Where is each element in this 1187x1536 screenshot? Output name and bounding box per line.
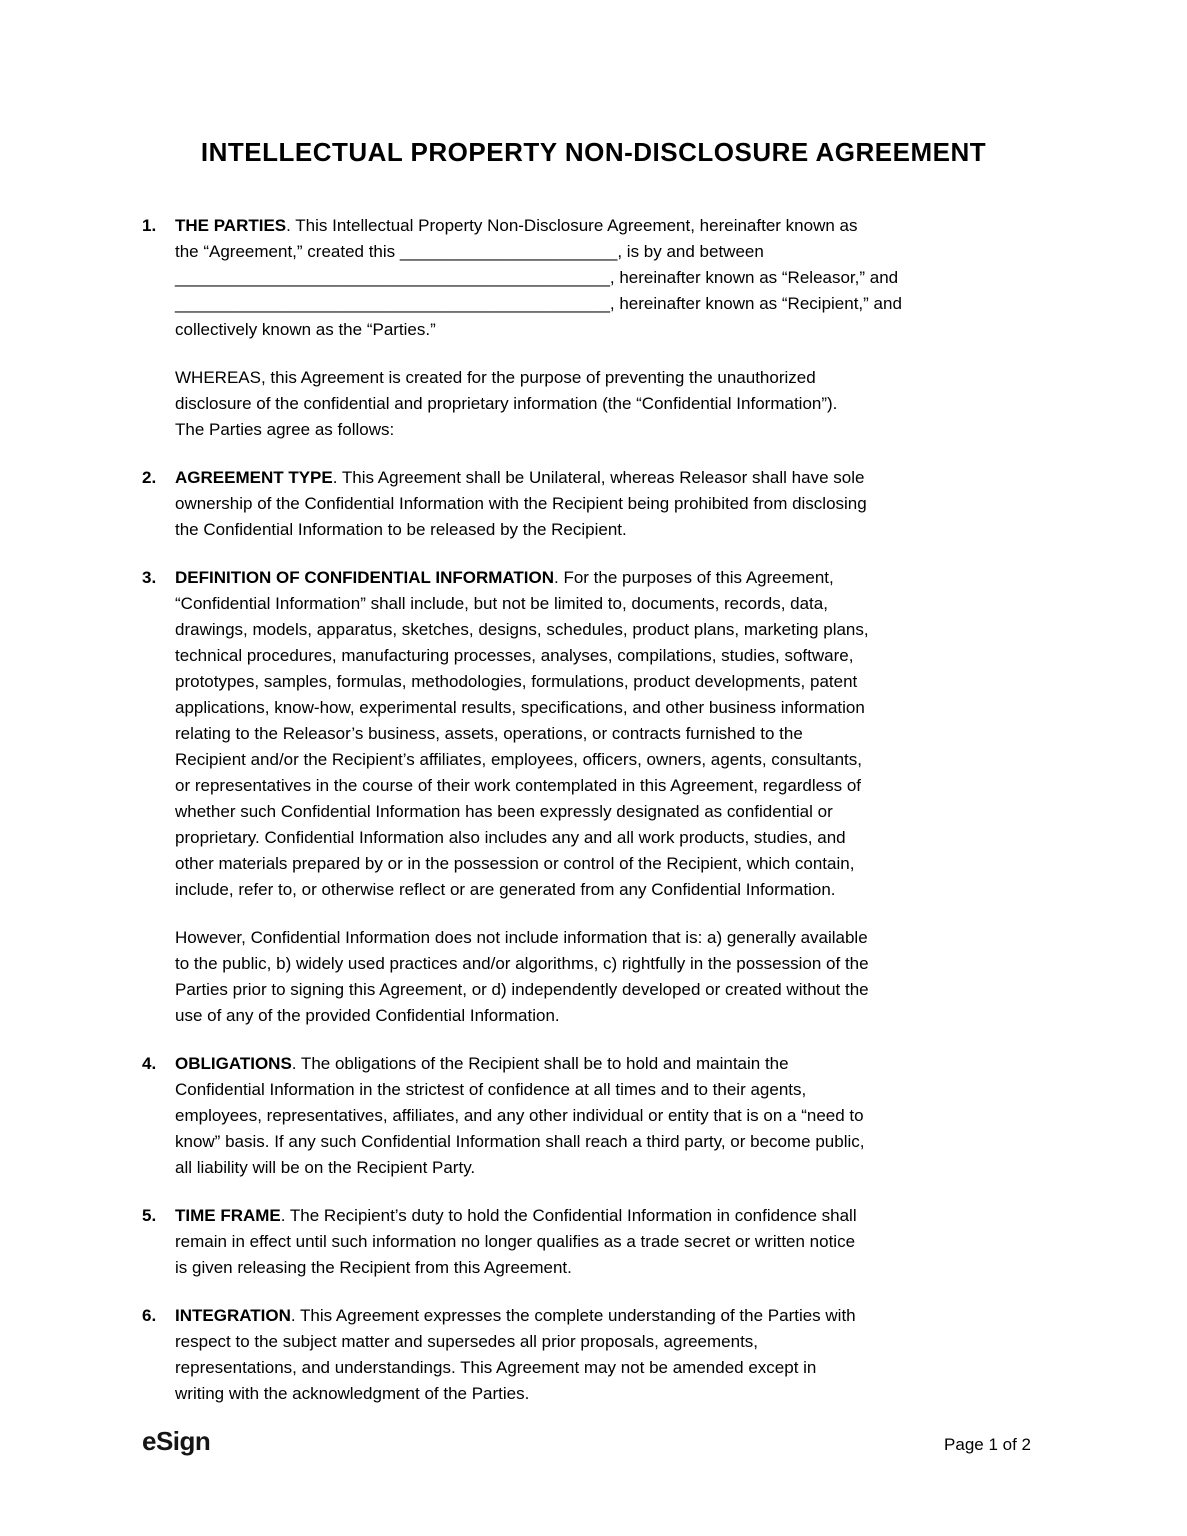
section-heading: TIME FRAME <box>175 1206 281 1225</box>
numbered-section <box>142 213 1077 343</box>
section-number: 3. <box>142 568 157 587</box>
section-heading: AGREEMENT TYPE <box>175 468 333 487</box>
esign-logo: eSign <box>142 1426 211 1456</box>
paragraph-block <box>142 925 1077 1029</box>
section-text: DEFINITION OF CONFIDENTIAL INFORMATION. For the purposes of this Agreement, “Confidential Information” shall include, but not be limited to, documents, records, data, drawings, models, apparatus, sketches, designs, schedules, product plans, marketing plans, technical procedures, manufacturing processes, analyses, compilations, studies, software, prototypes, samples, formulas, methodologies, formulations, product developments, patent applications, know-how, experimental results, specifications, and other business information relating to the Releasor’s business, assets, operations, or contracts furnished to the Recipient and/or the Recipient’s affiliates, employees, officers, owners, agents, consultants, or representatives in the course of their work contemplated in this Agreement, regardless of whether such Confidential Information has been expressly designated as confidential or proprietary. Confidential Information also includes any and all work products, studies, and other materials prepared by or in the possession or control of the Recipient, which contain, include, refer to, or otherwise reflect or are generated from any Confidential Information. <box>175 568 869 899</box>
numbered-section <box>142 465 1077 543</box>
paragraph-block <box>142 365 1077 443</box>
numbered-section <box>142 1303 1077 1407</box>
document-title: INTELLECTUAL PROPERTY NON-DISCLOSURE AGREEMENT <box>200 137 987 167</box>
section-number: 2. <box>142 468 157 487</box>
section-heading: OBLIGATIONS <box>175 1054 292 1073</box>
section-number <box>142 925 175 1029</box>
numbered-section <box>142 565 1077 903</box>
section-number: 1. <box>142 216 157 235</box>
section-text: WHEREAS, this Agreement is created for the purpose of preventing the unauthorized disclosure of the confidential and proprietary information (the “Confidential Information”). The Parties agree as follows: <box>175 368 838 439</box>
section-text: THE PARTIES. This Intellectual Property Non-Disclosure Agreement, hereinafter known as the “Agreement,” created this _______________________, is by and between ______________________________________________, hereinafter known as “Releasor,” and ______________________________________________, hereinafter known as “Recipient,” and collectively known as the “Parties.” <box>175 216 902 339</box>
section-text: TIME FRAME. The Recipient’s duty to hold the Confidential Information in confidence shall remain in effect until such information no longer qualifies as a trade secret or written notice is given releasing the Recipient from this Agreement. <box>175 1206 857 1277</box>
section-heading: DEFINITION OF CONFIDENTIAL INFORMATION <box>175 568 555 587</box>
page-number-indicator: Page 1 of 2 <box>944 1435 1031 1454</box>
section-number: 5. <box>142 1206 157 1225</box>
section-heading: THE PARTIES <box>175 216 287 235</box>
numbered-section <box>142 1051 1077 1181</box>
section-number: 6. <box>142 1306 157 1325</box>
section-text: However, Confidential Information does not include information that is: a) generally available to the public, b) widely used practices and/or algorithms, c) rightfully in the possession of the Parties prior to signing this Agreement, or d) independently developed or created without the use of any of the provided Confidential Information. <box>175 928 869 1025</box>
section-text: INTEGRATION. This Agreement expresses the complete understanding of the Parties with respect to the subject matter and supersedes all prior proposals, agreements, representations, and understandings. This Agreement may not be amended except in writing with the acknowledgment of the Parties. <box>175 1306 856 1403</box>
section-number <box>142 365 175 443</box>
numbered-section <box>142 1203 1077 1281</box>
section-text: AGREEMENT TYPE. This Agreement shall be Unilateral, whereas Releasor shall have sole ownership of the Confidential Information with the Recipient being prohibited from disclosing the Confidential Information to be released by the Recipient. <box>175 468 867 539</box>
document-footer <box>142 1426 1031 1457</box>
agreement-body <box>142 213 1077 1407</box>
section-text: OBLIGATIONS. The obligations of the Recipient shall be to hold and maintain the Confidential Information in the strictest of confidence at all times and to their agents, employees, representatives, affiliates, and any other individual or entity that is on a “need to know” basis. If any such Confidential Information shall reach a third party, or become public, all liability will be on the Recipient Party. <box>175 1054 865 1177</box>
section-number: 4. <box>142 1054 157 1073</box>
section-heading: INTEGRATION <box>175 1306 291 1325</box>
